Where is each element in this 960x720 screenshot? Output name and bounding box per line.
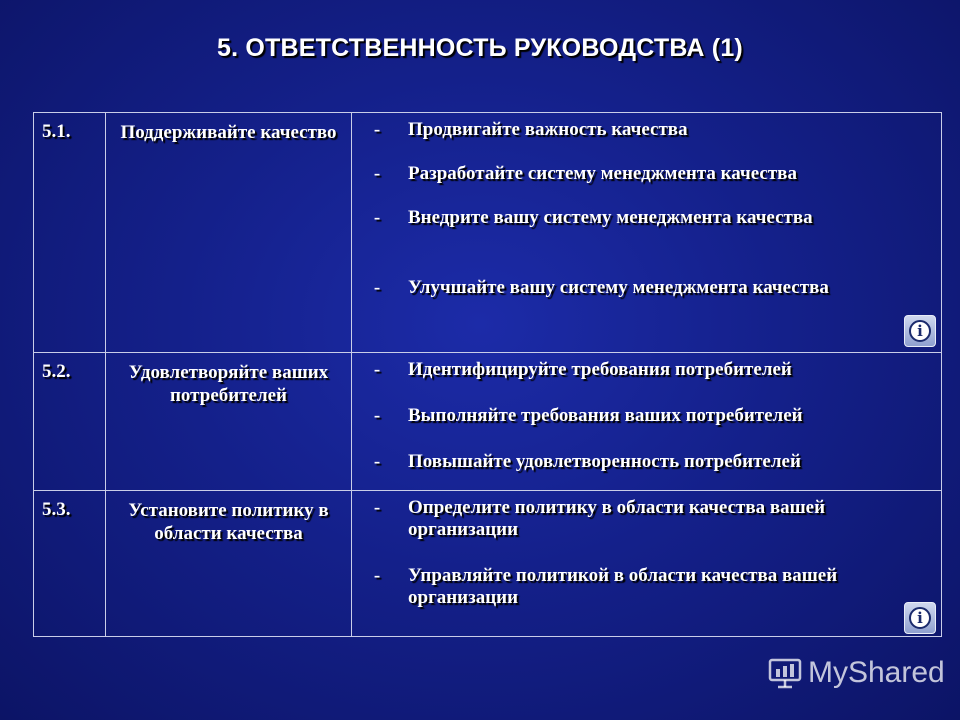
action-item: - Управляйте политикой в области качества вашей организации	[373, 565, 838, 608]
row-topic: Установите политику в области качества	[106, 491, 352, 637]
action-item: - Продвигайте важность качества	[373, 119, 688, 140]
info-icon[interactable]	[904, 315, 936, 347]
watermark-text: MyShared	[808, 656, 945, 689]
row-number: 5.3.	[34, 491, 106, 637]
slide-title: 5. ОТВЕТСТВЕННОСТЬ РУКОВОДСТВА (1)	[217, 34, 743, 62]
info-icon-glyph: i	[909, 607, 931, 629]
action-item: - Определите политику в области качества вашей организации	[373, 497, 826, 540]
watermark-logo	[768, 656, 945, 690]
row-topic: Поддерживайте качество	[106, 113, 352, 353]
presentation-icon	[768, 656, 802, 690]
row-actions	[352, 491, 942, 637]
responsibility-table	[33, 112, 942, 637]
row-number: 5.1.	[34, 113, 106, 353]
action-item: - Идентифицируйте требования потребителей	[373, 359, 792, 380]
action-item: - Разработайте систему менеджмента качества	[373, 163, 797, 184]
row-actions	[352, 113, 942, 353]
action-item: - Повышайте удовлетворенность потребителей	[373, 451, 801, 472]
action-item: - Выполняйте требования ваших потребителей	[373, 405, 803, 426]
row-number: 5.2.	[34, 353, 106, 491]
table-row	[34, 491, 942, 637]
info-icon-glyph: i	[909, 320, 931, 342]
row-topic: Удовлетворяйте ваших потребителей	[106, 353, 352, 491]
table-row	[34, 353, 942, 491]
info-icon[interactable]	[904, 602, 936, 634]
table-row	[34, 113, 942, 353]
action-item: - Улучшайте вашу систему менеджмента качества	[373, 277, 829, 298]
action-item: - Внедрите вашу систему менеджмента качества	[373, 207, 813, 228]
row-actions	[352, 353, 942, 491]
